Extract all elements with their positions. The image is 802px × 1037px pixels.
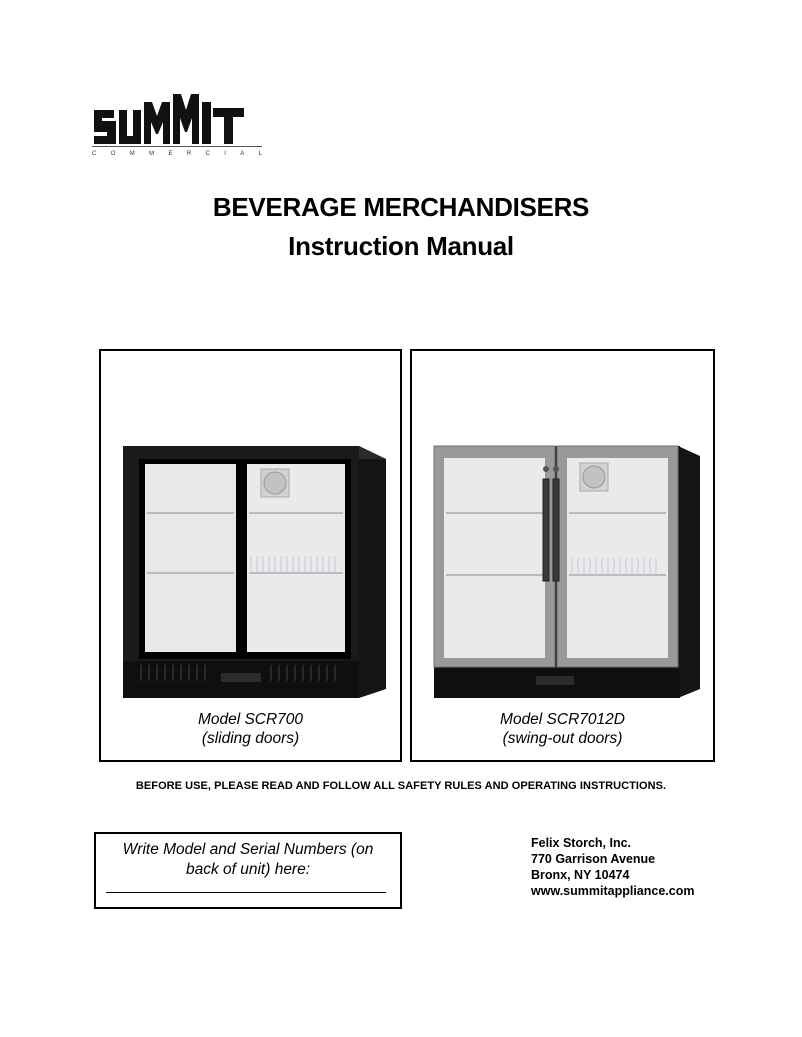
city-state-zip: Bronx, NY 10474 xyxy=(531,868,630,882)
document-subtitle: Instruction Manual xyxy=(288,231,514,261)
product-model-label: Model SCR7012D xyxy=(500,711,625,728)
website-link[interactable]: www.summitappliance.com xyxy=(531,884,695,898)
serial-number-box xyxy=(94,832,402,909)
swing-door-fridge-image xyxy=(412,351,713,760)
company-address xyxy=(531,835,694,899)
company-name: Felix Storch, Inc. xyxy=(531,836,632,850)
safety-warning: BEFORE USE, PLEASE READ AND FOLLOW ALL SAFETY RULES AND OPERATING INSTRUCTIONS. xyxy=(135,780,667,792)
logo-sub-letter: C xyxy=(92,151,97,157)
logo-sub-letter: A xyxy=(240,151,245,157)
product-door-type-label: (swing-out doors) xyxy=(502,730,623,747)
logo-sub-letter: L xyxy=(258,151,262,157)
product-card-scr700 xyxy=(99,349,402,762)
product-card-scr7012d xyxy=(410,349,715,762)
serial-number-instruction: Write Model and Serial Numbers (on back of unit) here: xyxy=(122,841,374,878)
serial-number-write-line xyxy=(106,892,386,893)
street-address: 770 Garrison Avenue xyxy=(531,852,656,866)
sliding-door-fridge-image xyxy=(101,351,400,760)
logo-sub-letter: C xyxy=(205,151,210,157)
summit-logo xyxy=(92,88,262,160)
logo-sub-letter: O xyxy=(110,151,116,157)
product-model-label: Model SCR700 xyxy=(197,711,304,728)
logo-sub-letter: M xyxy=(129,151,135,157)
logo-sub-letter: R xyxy=(186,151,192,157)
logo-divider xyxy=(92,146,262,147)
logo-sub-letter: E xyxy=(168,151,173,157)
document-title: BEVERAGE MERCHANDISERS xyxy=(212,192,590,222)
logo-subtitle xyxy=(92,151,262,157)
logo-sub-letter: M xyxy=(149,151,155,157)
logo-sub-letter: I xyxy=(224,151,226,157)
product-door-type-label: (sliding doors) xyxy=(201,730,300,747)
summit-logo-wordmark xyxy=(92,88,262,144)
